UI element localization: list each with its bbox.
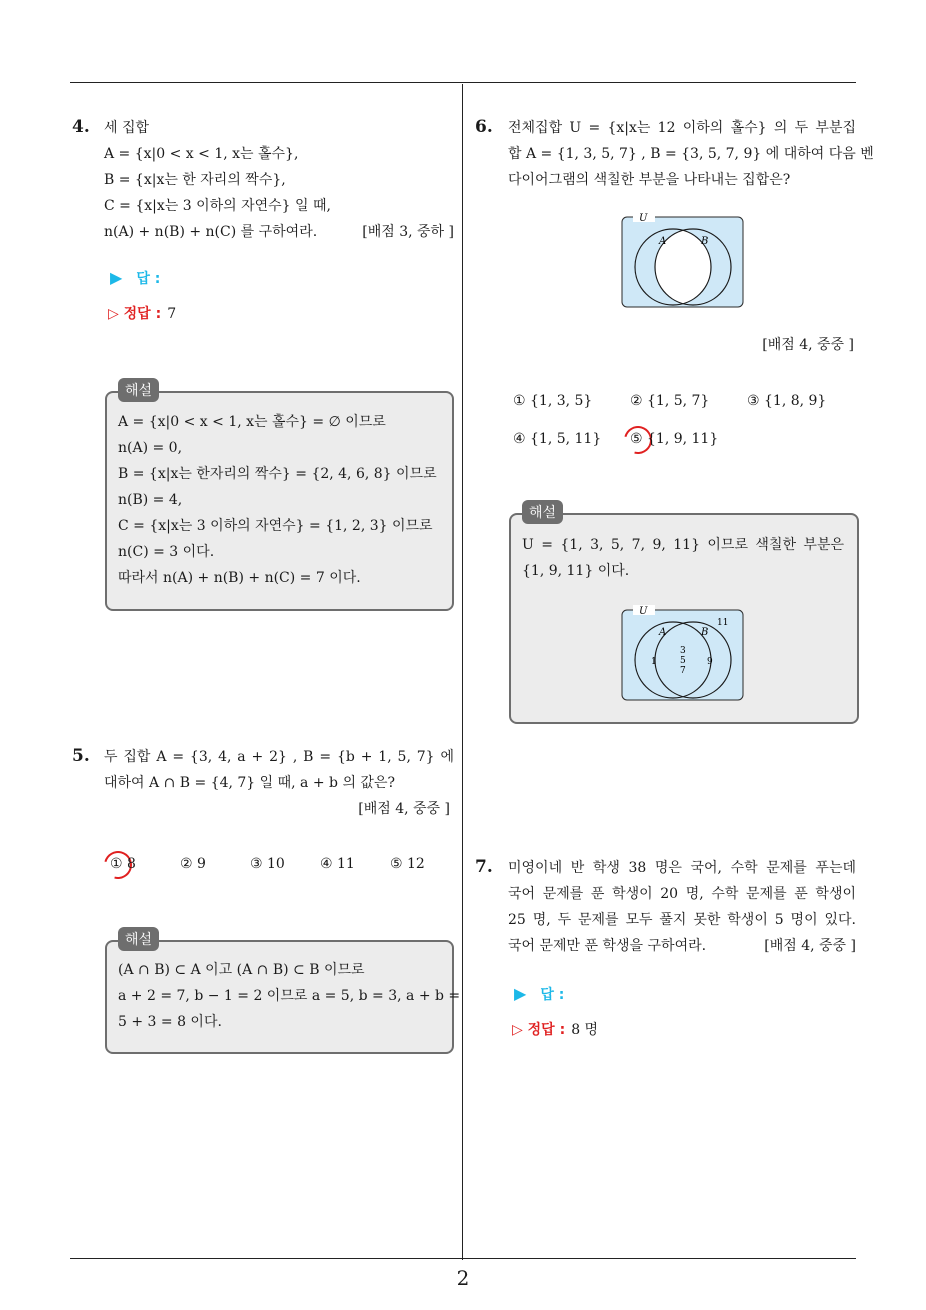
question-text-line: 미영이네 반 학생 38 명은 국어, 수학 문제를 푸는데 [508, 860, 856, 876]
explanation-line: n(A) = 0, [118, 440, 183, 456]
question-text-line: C = {x|x는 3 이하의 자연수} 일 때, [104, 198, 331, 214]
answer-row[interactable] [110, 268, 160, 288]
question-text-line: n(A) + n(B) + n(C) 를 구하여라. [104, 224, 318, 240]
explanation-line: B = {x|x는 한자리의 짝수} = {2, 4, 6, 8} 이므로 [118, 466, 437, 482]
question-text-line: 다이어그램의 색칠한 부분을 나타내는 집합은? [508, 172, 791, 188]
choice-1[interactable]: ① {1, 3, 5} [513, 393, 593, 409]
choice-2[interactable]: ② 9 [180, 856, 206, 872]
intersection-value: 7 [680, 666, 686, 676]
points-label: [배점 3, 중하 ] [362, 224, 454, 240]
choice-3[interactable]: ③ 10 [250, 856, 285, 872]
correct-label: 정답 : [527, 1022, 566, 1038]
bottom-rule [70, 1258, 856, 1259]
answer-label: 답 : [136, 271, 161, 287]
outline-triangle-icon: ▷ [512, 1022, 523, 1038]
choice-3[interactable]: ③ {1, 8, 9} [747, 393, 827, 409]
choice-2[interactable]: ② {1, 5, 7} [630, 393, 710, 409]
answer-label: 답 : [540, 987, 565, 1003]
intersection-value: 5 [680, 656, 686, 666]
top-rule [70, 82, 856, 83]
set-b-label: B [701, 236, 709, 247]
intersection-value: 3 [680, 646, 686, 656]
points-label: [배점 4, 중중 ] [764, 938, 856, 954]
question-number: 6. [475, 117, 493, 137]
question-text-line: 25 명, 두 문제를 모두 풀지 못한 학생이 5 명이 있다. [508, 912, 856, 928]
venn-diagram-solution [621, 603, 745, 701]
outline-triangle-icon: ▷ [108, 306, 119, 322]
choice-5[interactable]: ⑤ {1, 9, 11} [630, 431, 719, 447]
only-b-value: 9 [707, 657, 713, 667]
choice-4[interactable]: ④ 11 [320, 856, 355, 872]
correct-label: 정답 : [123, 306, 162, 322]
question-text-line: 세 집합 [104, 120, 150, 136]
question-text-line: 전체집합 U = {x|x는 12 이하의 홀수} 의 두 부분집 [508, 120, 856, 136]
correct-value: 7 [167, 306, 177, 322]
correct-value: 8 명 [571, 1022, 599, 1038]
choice-4[interactable]: ④ {1, 5, 11} [513, 431, 602, 447]
page-number: 2 [456, 1266, 470, 1290]
column-divider [462, 84, 463, 1260]
explanation-line: 5 + 3 = 8 이다. [118, 1014, 222, 1030]
explanation-line: C = {x|x는 3 이하의 자연수} = {1, 2, 3} 이므로 [118, 518, 433, 534]
explanation-line: n(B) = 4, [118, 492, 183, 508]
explanation-tag: 해설 [118, 927, 159, 951]
choice-1[interactable]: ① 8 [110, 856, 136, 872]
question-text-line: 두 집합 A = {3, 4, a + 2} , B = {b + 1, 5, 7} 에 [104, 749, 454, 765]
play-triangle-icon: ▶ [110, 268, 123, 287]
set-a-label: A [659, 236, 667, 247]
universe-label: U [639, 606, 648, 617]
universe-label: U [639, 213, 648, 224]
explanation-line: 따라서 n(A) + n(B) + n(C) = 7 이다. [118, 570, 361, 586]
play-triangle-icon: ▶ [514, 984, 527, 1003]
set-a-label: A [659, 627, 667, 638]
explanation-tag: 해설 [522, 500, 563, 524]
question-text-line: 국어 문제를 푼 학생이 20 명, 수학 문제를 푼 학생이 [508, 886, 856, 902]
question-text-line: 대하여 A ∩ B = {4, 7} 일 때, a + b 의 값은? [104, 775, 395, 791]
correct-answer-row [108, 303, 176, 323]
explanation-line: a + 2 = 7, b − 1 = 2 이므로 a = 5, b = 3, a + b = [118, 988, 461, 1004]
points-label: [배점 4, 중중 ] [358, 801, 450, 817]
question-text-line: 국어 문제만 푼 학생을 구하여라. [508, 938, 707, 954]
only-a-value: 1 [651, 657, 657, 667]
explanation-line: U = {1, 3, 5, 7, 9, 11} 이므로 색칠한 부분은 [522, 537, 844, 553]
venn-diagram [621, 210, 745, 308]
choice-5[interactable]: ⑤ 12 [390, 856, 425, 872]
question-text-line: B = {x|x는 한 자리의 짝수}, [104, 172, 286, 188]
explanation-tag: 해설 [118, 378, 159, 402]
correct-answer-row [512, 1019, 598, 1039]
explanation-line: {1, 9, 11} 이다. [522, 563, 630, 579]
question-text-line: 합 A = {1, 3, 5, 7} , B = {3, 5, 7, 9} 에 대하여 다음 벤 [508, 146, 874, 162]
outside-value: 11 [717, 618, 729, 628]
explanation-line: A = {x|0 < x < 1, x는 홀수} = ∅ 이므로 [118, 414, 386, 430]
question-number: 5. [72, 746, 90, 766]
question-number: 4. [72, 117, 90, 137]
question-number: 7. [475, 857, 493, 877]
explanation-line: (A ∩ B) ⊂ A 이고 (A ∩ B) ⊂ B 이므로 [118, 962, 365, 978]
points-label: [배점 4, 중중 ] [762, 337, 854, 353]
answer-row[interactable] [514, 984, 564, 1004]
explanation-line: n(C) = 3 이다. [118, 544, 215, 560]
set-b-label: B [701, 627, 709, 638]
question-text-line: A = {x|0 < x < 1, x는 홀수}, [104, 146, 299, 162]
